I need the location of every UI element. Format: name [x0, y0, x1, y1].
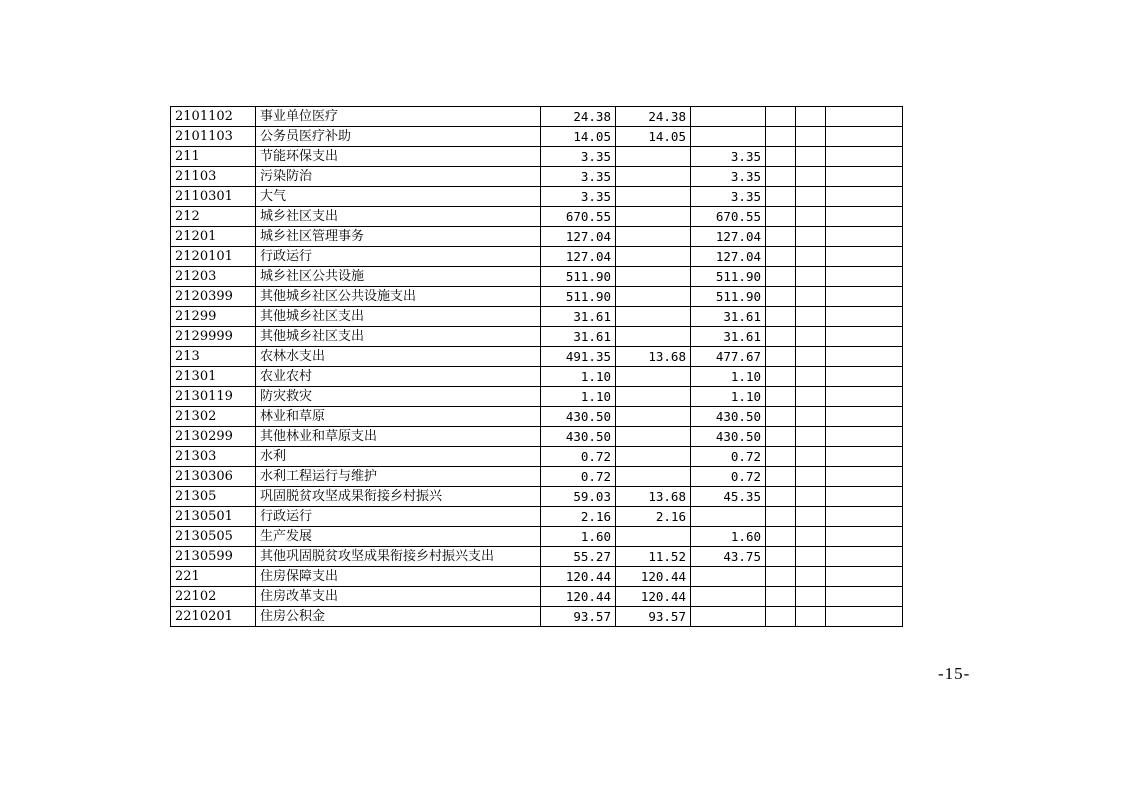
cell-empty [766, 207, 796, 227]
cell-empty [796, 167, 826, 187]
cell-empty [766, 107, 796, 127]
cell-empty [826, 487, 903, 507]
cell-basic [616, 367, 691, 387]
cell-name: 城乡社区公共设施 [256, 267, 541, 287]
cell-name: 其他城乡社区支出 [256, 327, 541, 347]
cell-name: 其他城乡社区公共设施支出 [256, 287, 541, 307]
cell-total: 0.72 [541, 467, 616, 487]
cell-code: 22102 [171, 587, 256, 607]
cell-basic [616, 307, 691, 327]
cell-empty [826, 307, 903, 327]
cell-empty [766, 327, 796, 347]
cell-total: 511.90 [541, 267, 616, 287]
cell-project: 477.67 [691, 347, 766, 367]
cell-empty [826, 607, 903, 627]
cell-empty [826, 147, 903, 167]
table-row [171, 147, 903, 167]
cell-empty [796, 587, 826, 607]
cell-empty [766, 227, 796, 247]
cell-project: 45.35 [691, 487, 766, 507]
table-row [171, 307, 903, 327]
table-row [171, 587, 903, 607]
cell-empty [826, 187, 903, 207]
cell-basic [616, 267, 691, 287]
cell-name: 污染防治 [256, 167, 541, 187]
cell-empty [796, 527, 826, 547]
cell-name: 其他巩固脱贫攻坚成果衔接乡村振兴支出 [256, 547, 541, 567]
cell-code: 2130599 [171, 547, 256, 567]
table-row [171, 227, 903, 247]
cell-basic [616, 187, 691, 207]
cell-empty [766, 247, 796, 267]
cell-basic [616, 147, 691, 167]
cell-code: 2120101 [171, 247, 256, 267]
table-row [171, 107, 903, 127]
cell-project: 3.35 [691, 187, 766, 207]
cell-empty [766, 167, 796, 187]
table-row [171, 267, 903, 287]
cell-code: 2101102 [171, 107, 256, 127]
table-row [171, 347, 903, 367]
cell-basic [616, 387, 691, 407]
cell-empty [796, 567, 826, 587]
cell-empty [766, 427, 796, 447]
cell-project: 670.55 [691, 207, 766, 227]
cell-total: 14.05 [541, 127, 616, 147]
cell-project [691, 567, 766, 587]
cell-empty [826, 447, 903, 467]
cell-name: 城乡社区支出 [256, 207, 541, 227]
cell-basic [616, 527, 691, 547]
table-row [171, 607, 903, 627]
cell-code: 21201 [171, 227, 256, 247]
cell-empty [766, 607, 796, 627]
cell-name: 行政运行 [256, 247, 541, 267]
cell-project: 3.35 [691, 167, 766, 187]
cell-total: 430.50 [541, 427, 616, 447]
cell-empty [796, 307, 826, 327]
cell-empty [826, 367, 903, 387]
cell-project [691, 587, 766, 607]
cell-empty [796, 547, 826, 567]
cell-total: 93.57 [541, 607, 616, 627]
cell-empty [796, 227, 826, 247]
cell-code: 2210201 [171, 607, 256, 627]
table-row [171, 367, 903, 387]
cell-empty [796, 607, 826, 627]
cell-basic: 13.68 [616, 347, 691, 367]
cell-empty [796, 347, 826, 367]
cell-empty [766, 287, 796, 307]
cell-name: 林业和草原 [256, 407, 541, 427]
table-row [171, 187, 903, 207]
cell-code: 21299 [171, 307, 256, 327]
cell-code: 21203 [171, 267, 256, 287]
cell-empty [766, 267, 796, 287]
cell-basic: 24.38 [616, 107, 691, 127]
cell-empty [796, 247, 826, 267]
cell-name: 大气 [256, 187, 541, 207]
cell-total: 3.35 [541, 167, 616, 187]
cell-empty [796, 507, 826, 527]
budget-table [170, 106, 903, 627]
cell-empty [826, 527, 903, 547]
cell-name: 住房公积金 [256, 607, 541, 627]
cell-empty [826, 327, 903, 347]
cell-empty [826, 227, 903, 247]
cell-total: 31.61 [541, 307, 616, 327]
cell-code: 2129999 [171, 327, 256, 347]
cell-project: 511.90 [691, 267, 766, 287]
cell-empty [796, 147, 826, 167]
cell-code: 213 [171, 347, 256, 367]
cell-empty [826, 387, 903, 407]
cell-total: 55.27 [541, 547, 616, 567]
cell-project: 1.10 [691, 367, 766, 387]
cell-empty [796, 107, 826, 127]
cell-project [691, 127, 766, 147]
cell-total: 430.50 [541, 407, 616, 427]
cell-basic: 13.68 [616, 487, 691, 507]
cell-empty [826, 467, 903, 487]
cell-code: 2101103 [171, 127, 256, 147]
cell-code: 2110301 [171, 187, 256, 207]
cell-project [691, 607, 766, 627]
cell-empty [796, 127, 826, 147]
cell-basic: 11.52 [616, 547, 691, 567]
cell-project: 31.61 [691, 327, 766, 347]
cell-empty [826, 107, 903, 127]
cell-code: 2130501 [171, 507, 256, 527]
cell-total: 1.60 [541, 527, 616, 547]
table-row [171, 467, 903, 487]
cell-name: 防灾救灾 [256, 387, 541, 407]
table-row [171, 287, 903, 307]
cell-basic: 120.44 [616, 587, 691, 607]
cell-empty [826, 347, 903, 367]
cell-basic: 14.05 [616, 127, 691, 147]
cell-empty [826, 567, 903, 587]
table-row [171, 407, 903, 427]
cell-project: 1.60 [691, 527, 766, 547]
cell-code: 21301 [171, 367, 256, 387]
table-row [171, 167, 903, 187]
cell-code: 21305 [171, 487, 256, 507]
cell-name: 水利工程运行与维护 [256, 467, 541, 487]
cell-project: 31.61 [691, 307, 766, 327]
cell-empty [826, 427, 903, 447]
cell-empty [796, 367, 826, 387]
cell-empty [796, 487, 826, 507]
cell-name: 公务员医疗补助 [256, 127, 541, 147]
cell-basic [616, 247, 691, 267]
cell-empty [766, 127, 796, 147]
cell-empty [766, 587, 796, 607]
cell-basic [616, 327, 691, 347]
cell-basic: 93.57 [616, 607, 691, 627]
cell-project: 43.75 [691, 547, 766, 567]
cell-empty [766, 487, 796, 507]
cell-empty [826, 507, 903, 527]
cell-code: 2130505 [171, 527, 256, 547]
table-row [171, 487, 903, 507]
cell-empty [766, 527, 796, 547]
cell-name: 巩固脱贫攻坚成果衔接乡村振兴 [256, 487, 541, 507]
cell-project: 0.72 [691, 467, 766, 487]
cell-code: 21103 [171, 167, 256, 187]
cell-empty [766, 547, 796, 567]
cell-project: 511.90 [691, 287, 766, 307]
cell-name: 水利 [256, 447, 541, 467]
cell-code: 221 [171, 567, 256, 587]
cell-code: 2130119 [171, 387, 256, 407]
cell-empty [796, 467, 826, 487]
cell-basic [616, 467, 691, 487]
cell-name: 行政运行 [256, 507, 541, 527]
cell-name: 住房保障支出 [256, 567, 541, 587]
cell-total: 1.10 [541, 367, 616, 387]
cell-total: 127.04 [541, 227, 616, 247]
cell-total: 491.35 [541, 347, 616, 367]
cell-name: 节能环保支出 [256, 147, 541, 167]
cell-project: 430.50 [691, 407, 766, 427]
table-row [171, 247, 903, 267]
cell-project: 3.35 [691, 147, 766, 167]
cell-total: 24.38 [541, 107, 616, 127]
table-row [171, 507, 903, 527]
cell-code: 211 [171, 147, 256, 167]
table-row [171, 547, 903, 567]
cell-name: 住房改革支出 [256, 587, 541, 607]
cell-code: 2120399 [171, 287, 256, 307]
cell-basic: 120.44 [616, 567, 691, 587]
cell-total: 3.35 [541, 147, 616, 167]
cell-empty [796, 447, 826, 467]
cell-total: 59.03 [541, 487, 616, 507]
cell-empty [766, 387, 796, 407]
cell-empty [766, 307, 796, 327]
cell-name: 其他城乡社区支出 [256, 307, 541, 327]
table-row [171, 427, 903, 447]
cell-name: 生产发展 [256, 527, 541, 547]
cell-code: 2130299 [171, 427, 256, 447]
cell-name: 其他林业和草原支出 [256, 427, 541, 447]
cell-name: 农林水支出 [256, 347, 541, 367]
cell-total: 120.44 [541, 567, 616, 587]
cell-empty [826, 267, 903, 287]
cell-empty [796, 267, 826, 287]
cell-total: 31.61 [541, 327, 616, 347]
table-row [171, 327, 903, 347]
cell-empty [766, 147, 796, 167]
cell-empty [766, 407, 796, 427]
cell-basic [616, 427, 691, 447]
table-row [171, 127, 903, 147]
cell-total: 127.04 [541, 247, 616, 267]
cell-project: 127.04 [691, 247, 766, 267]
cell-empty [796, 207, 826, 227]
cell-total: 670.55 [541, 207, 616, 227]
table-row [171, 447, 903, 467]
table-body [171, 107, 903, 627]
cell-total: 120.44 [541, 587, 616, 607]
cell-empty [796, 327, 826, 347]
cell-name: 农业农村 [256, 367, 541, 387]
table-row [171, 207, 903, 227]
cell-basic [616, 227, 691, 247]
cell-total: 3.35 [541, 187, 616, 207]
cell-basic: 2.16 [616, 507, 691, 527]
page-number: -15- [938, 664, 971, 683]
cell-empty [796, 407, 826, 427]
cell-empty [796, 427, 826, 447]
cell-empty [826, 207, 903, 227]
cell-code: 21302 [171, 407, 256, 427]
cell-empty [826, 287, 903, 307]
cell-empty [796, 187, 826, 207]
cell-total: 1.10 [541, 387, 616, 407]
cell-basic [616, 207, 691, 227]
table-row [171, 567, 903, 587]
cell-project: 430.50 [691, 427, 766, 447]
cell-empty [766, 187, 796, 207]
cell-total: 511.90 [541, 287, 616, 307]
cell-empty [766, 467, 796, 487]
cell-total: 0.72 [541, 447, 616, 467]
cell-code: 21303 [171, 447, 256, 467]
cell-empty [826, 167, 903, 187]
cell-basic [616, 407, 691, 427]
cell-empty [796, 287, 826, 307]
cell-empty [766, 367, 796, 387]
cell-basic [616, 167, 691, 187]
cell-project: 127.04 [691, 227, 766, 247]
cell-project [691, 507, 766, 527]
cell-basic [616, 447, 691, 467]
table-row [171, 387, 903, 407]
cell-basic [616, 287, 691, 307]
cell-name: 城乡社区管理事务 [256, 227, 541, 247]
cell-empty [766, 347, 796, 367]
cell-code: 212 [171, 207, 256, 227]
cell-project: 0.72 [691, 447, 766, 467]
cell-empty [826, 127, 903, 147]
cell-project [691, 107, 766, 127]
cell-project: 1.10 [691, 387, 766, 407]
table-row [171, 527, 903, 547]
cell-empty [766, 507, 796, 527]
cell-empty [826, 247, 903, 267]
cell-empty [766, 447, 796, 467]
cell-empty [766, 567, 796, 587]
cell-empty [796, 387, 826, 407]
cell-name: 事业单位医疗 [256, 107, 541, 127]
cell-empty [826, 547, 903, 567]
cell-total: 2.16 [541, 507, 616, 527]
cell-empty [826, 407, 903, 427]
cell-empty [826, 587, 903, 607]
cell-code: 2130306 [171, 467, 256, 487]
